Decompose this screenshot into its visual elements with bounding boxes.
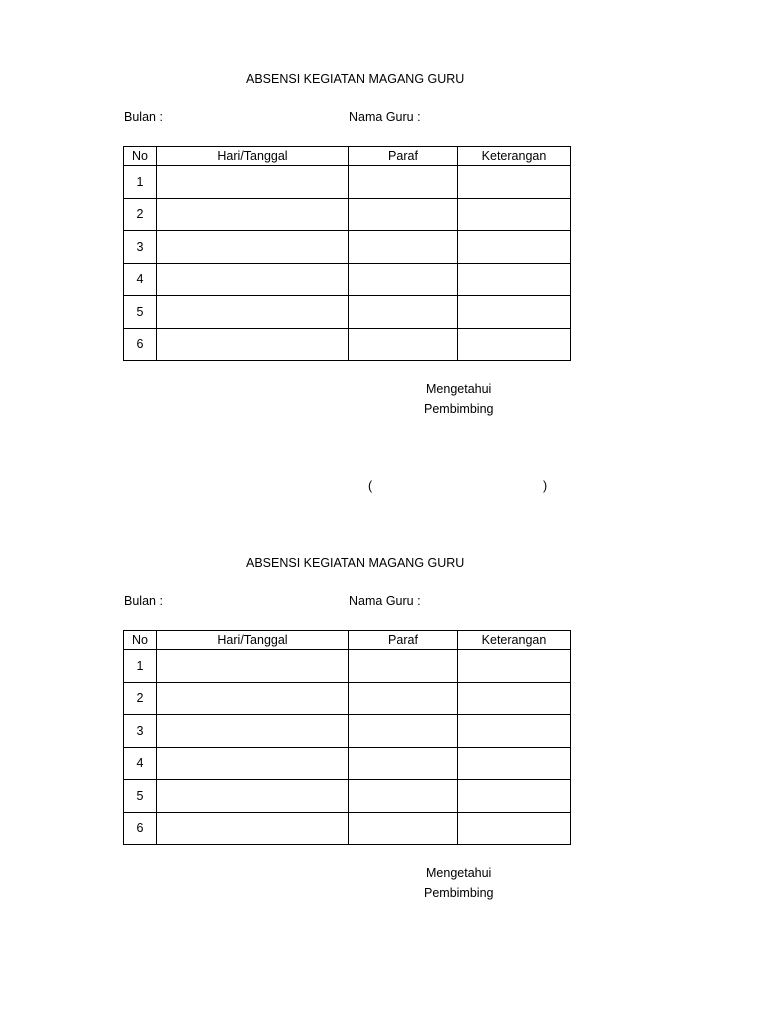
cell-no: 1: [124, 166, 157, 199]
cell-hari-tanggal: [157, 198, 349, 231]
cell-no: 6: [124, 812, 157, 845]
cell-paraf: [349, 263, 458, 296]
cell-no: 2: [124, 198, 157, 231]
cell-no: 2: [124, 682, 157, 715]
cell-hari-tanggal: [157, 747, 349, 780]
cell-hari-tanggal: [157, 296, 349, 329]
table-row: [124, 715, 571, 748]
cell-paraf: [349, 198, 458, 231]
cell-hari-tanggal: [157, 166, 349, 199]
cell-keterangan: [458, 296, 571, 329]
signature-close-paren: ): [543, 479, 548, 493]
table-row: [124, 747, 571, 780]
bulan-label: Bulan :: [124, 594, 163, 608]
cell-paraf: [349, 166, 458, 199]
header-no: No: [124, 147, 157, 166]
cell-hari-tanggal: [157, 328, 349, 361]
cell-hari-tanggal: [157, 812, 349, 845]
signature-acknowledge: Mengetahui: [426, 866, 492, 880]
cell-paraf: [349, 296, 458, 329]
table-row: [124, 682, 571, 715]
cell-no: 5: [124, 296, 157, 329]
cell-hari-tanggal: [157, 231, 349, 264]
signature-acknowledge: Mengetahui: [426, 382, 492, 396]
header-hari-tanggal: Hari/Tanggal: [157, 147, 349, 166]
nama-guru-label: Nama Guru :: [349, 594, 421, 608]
cell-no: 3: [124, 231, 157, 264]
cell-no: 5: [124, 780, 157, 813]
cell-keterangan: [458, 166, 571, 199]
cell-paraf: [349, 328, 458, 361]
cell-hari-tanggal: [157, 780, 349, 813]
cell-keterangan: [458, 812, 571, 845]
bulan-label: Bulan :: [124, 110, 163, 124]
cell-hari-tanggal: [157, 650, 349, 683]
form-title: ABSENSI KEGIATAN MAGANG GURU: [246, 556, 465, 570]
header-hari-tanggal: Hari/Tanggal: [157, 631, 349, 650]
cell-hari-tanggal: [157, 715, 349, 748]
cell-hari-tanggal: [157, 263, 349, 296]
cell-keterangan: [458, 328, 571, 361]
table-row: [124, 812, 571, 845]
cell-no: 6: [124, 328, 157, 361]
cell-hari-tanggal: [157, 682, 349, 715]
cell-paraf: [349, 747, 458, 780]
cell-keterangan: [458, 198, 571, 231]
cell-keterangan: [458, 231, 571, 264]
form-title: ABSENSI KEGIATAN MAGANG GURU: [246, 72, 465, 86]
cell-no: 4: [124, 263, 157, 296]
cell-keterangan: [458, 650, 571, 683]
cell-keterangan: [458, 747, 571, 780]
signature-role: Pembimbing: [424, 886, 494, 900]
table-row: [124, 166, 571, 199]
table-row: [124, 780, 571, 813]
cell-paraf: [349, 715, 458, 748]
table-row: [124, 328, 571, 361]
cell-no: 3: [124, 715, 157, 748]
attendance-table: [123, 146, 571, 361]
table-row: [124, 296, 571, 329]
cell-keterangan: [458, 682, 571, 715]
cell-paraf: [349, 231, 458, 264]
cell-no: 1: [124, 650, 157, 683]
cell-keterangan: [458, 715, 571, 748]
cell-paraf: [349, 780, 458, 813]
table-row: [124, 231, 571, 264]
nama-guru-label: Nama Guru :: [349, 110, 421, 124]
signature-role: Pembimbing: [424, 402, 494, 416]
header-paraf: Paraf: [349, 147, 458, 166]
header-keterangan: Keterangan: [458, 631, 571, 650]
table-row: [124, 198, 571, 231]
cell-paraf: [349, 812, 458, 845]
cell-no: 4: [124, 747, 157, 780]
table-row: [124, 263, 571, 296]
header-keterangan: Keterangan: [458, 147, 571, 166]
header-no: No: [124, 631, 157, 650]
table-header-row: [124, 631, 571, 650]
cell-paraf: [349, 682, 458, 715]
cell-keterangan: [458, 263, 571, 296]
table-header-row: [124, 147, 571, 166]
signature-open-paren: (: [368, 479, 373, 493]
cell-paraf: [349, 650, 458, 683]
table-row: [124, 650, 571, 683]
header-paraf: Paraf: [349, 631, 458, 650]
cell-keterangan: [458, 780, 571, 813]
attendance-table: [123, 630, 571, 845]
